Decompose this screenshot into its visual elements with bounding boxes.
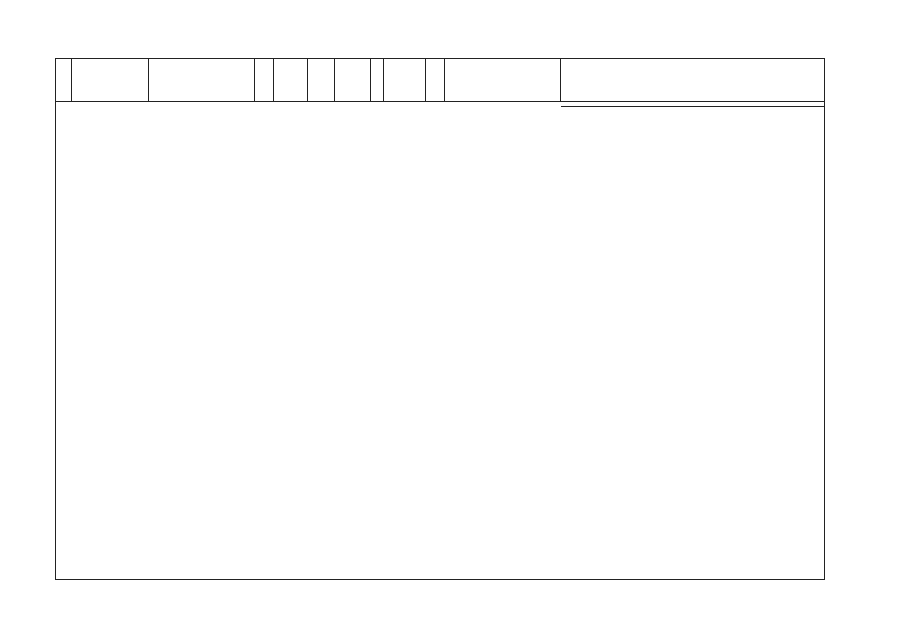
header-element-name bbox=[384, 59, 426, 102]
years-row bbox=[561, 102, 825, 107]
header-locality bbox=[274, 59, 308, 102]
header-area-type bbox=[308, 59, 335, 102]
header-house bbox=[426, 59, 445, 102]
header-plan bbox=[561, 59, 825, 102]
table-header bbox=[56, 59, 825, 102]
header-district bbox=[72, 59, 149, 102]
header-num bbox=[56, 59, 72, 102]
capital-repair-table bbox=[55, 58, 825, 580]
header-area-name bbox=[335, 59, 371, 102]
header-element-type bbox=[371, 59, 384, 102]
header-settlement-type bbox=[255, 59, 274, 102]
header-works bbox=[445, 59, 561, 102]
header-settlement bbox=[149, 59, 255, 102]
